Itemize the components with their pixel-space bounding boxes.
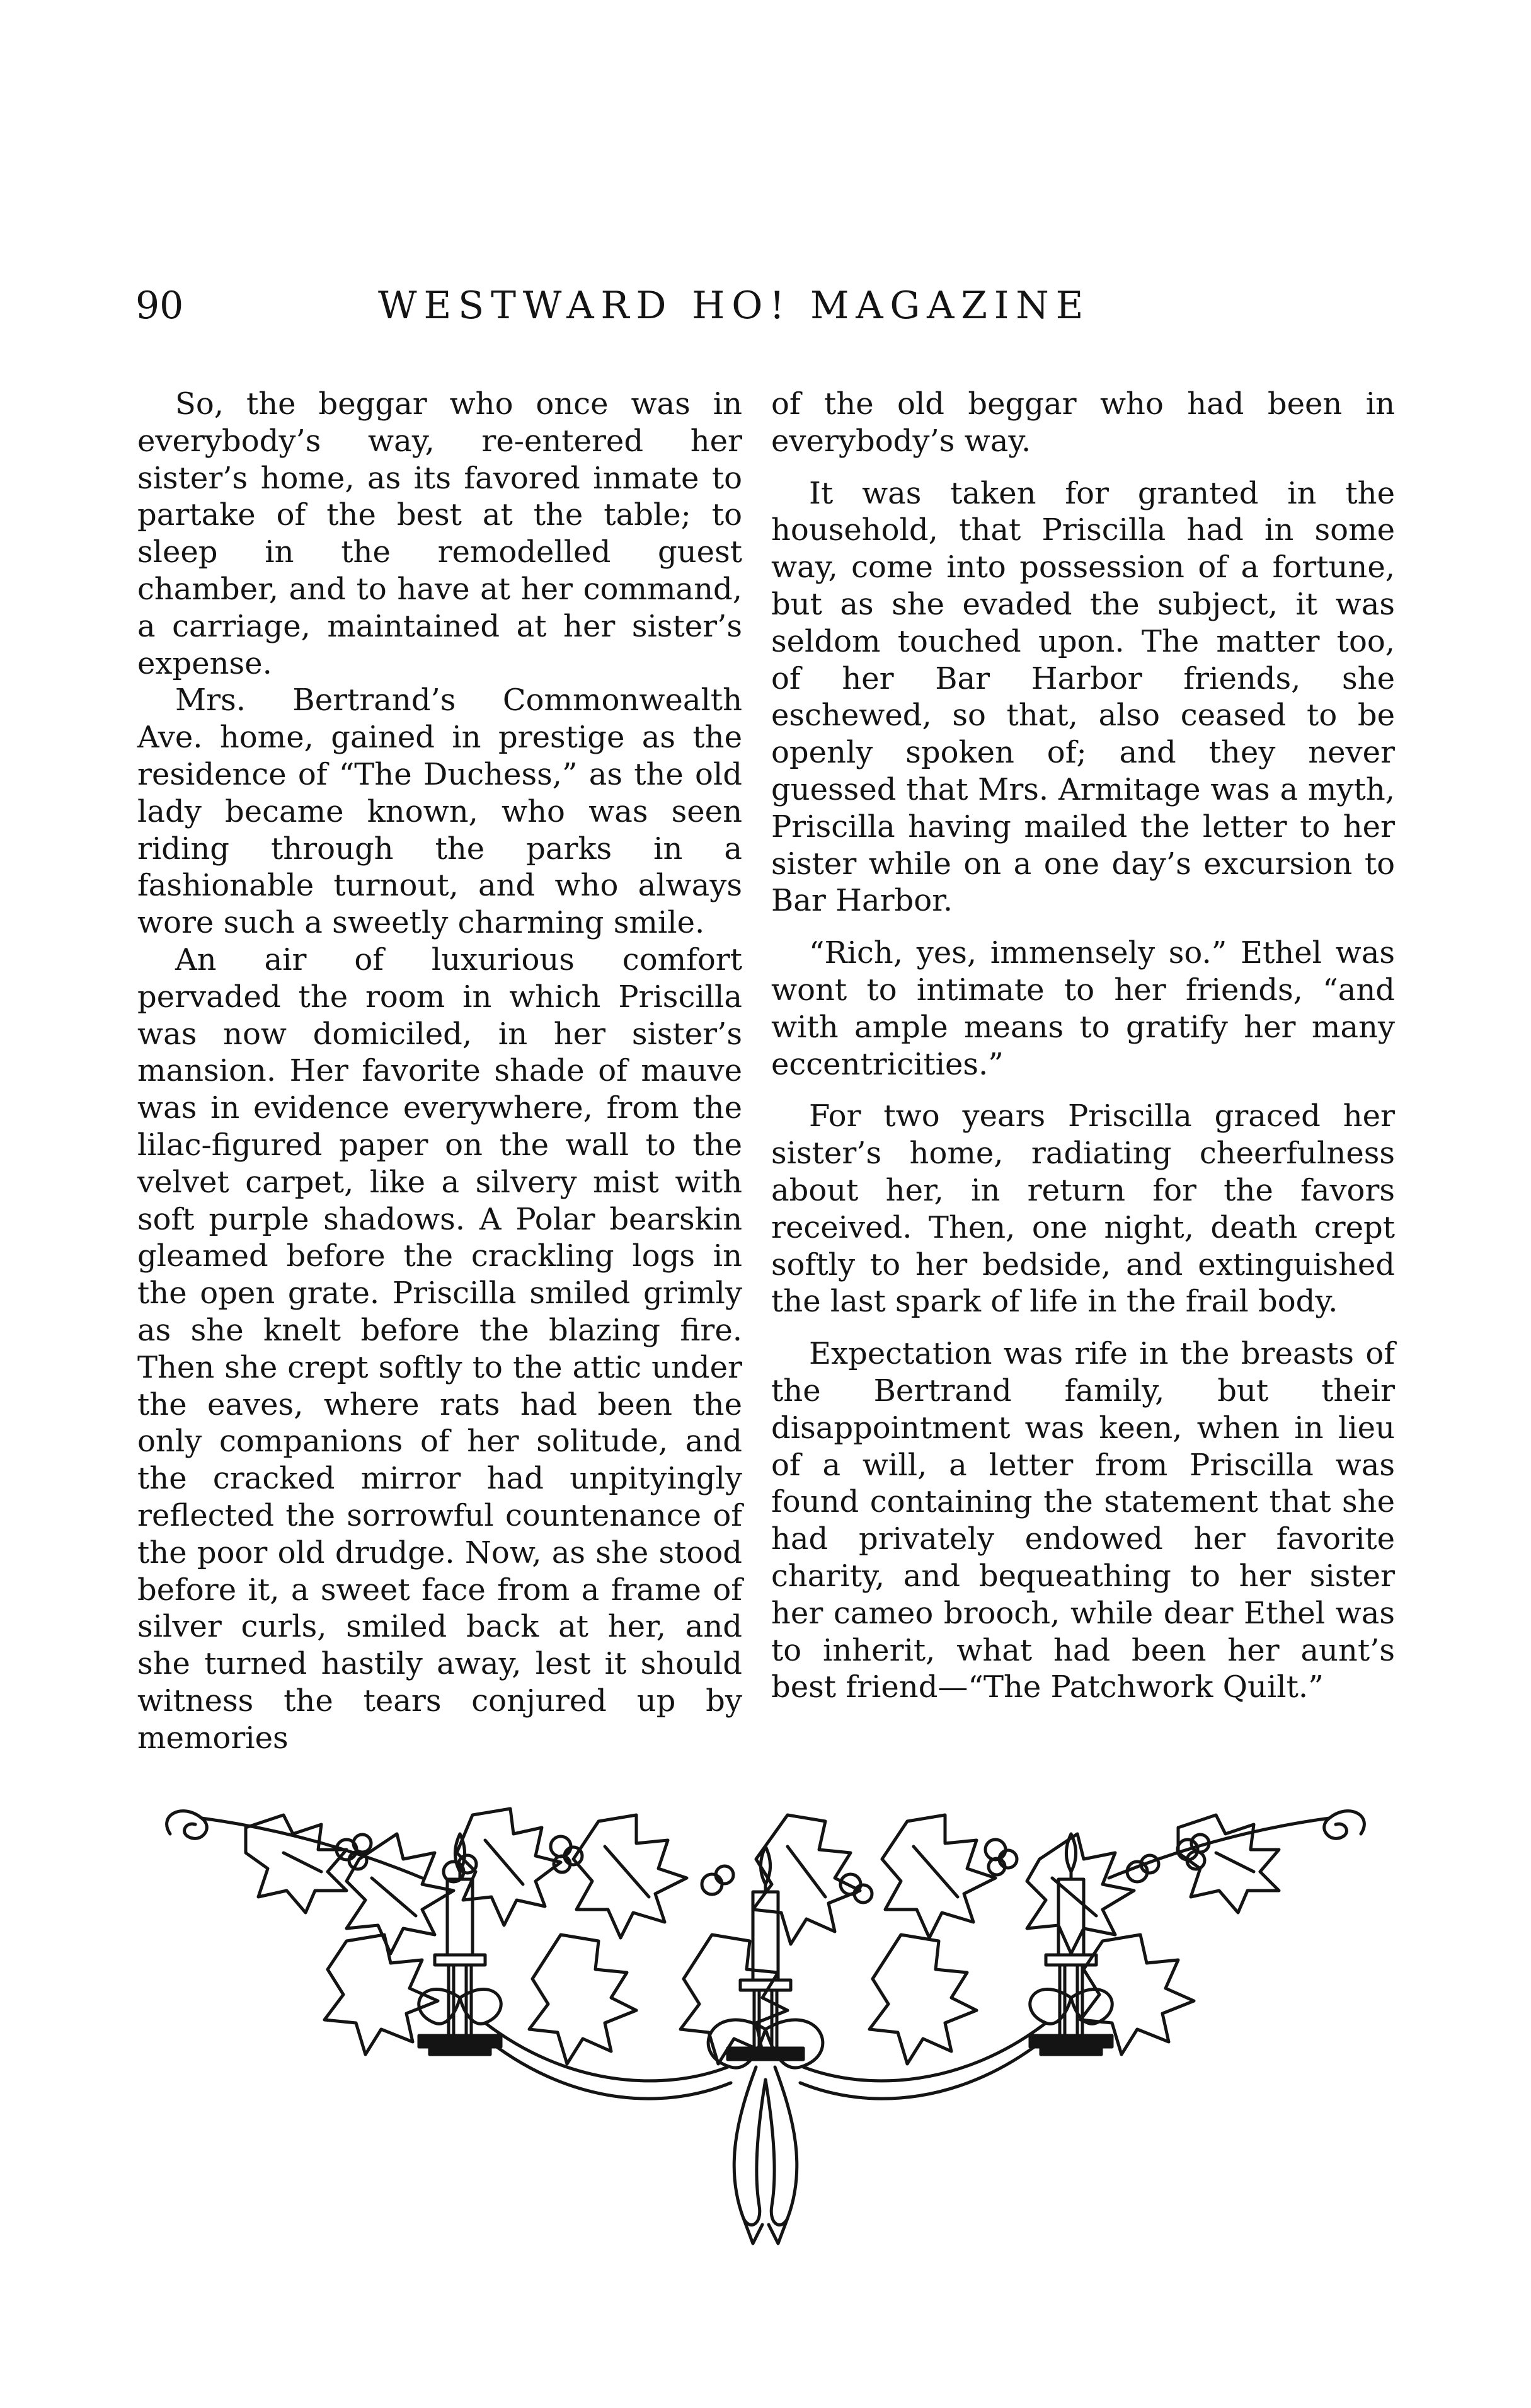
page-number: 90	[135, 284, 184, 328]
left-column	[137, 386, 742, 1756]
paragraph: For two years Priscilla graced her sister’s home, radiating cheerfulness about her, in return for the favors received. Then, one night, death crept softly to her bedside, and extinguished the last spark of life in the frail body.	[771, 1098, 1395, 1320]
holly-candles-ribbon-ornament-icon	[158, 1790, 1373, 2269]
paragraph-continuation: of the old beggar who had been in everybody’s way.	[771, 386, 1395, 459]
paragraph: So, the beggar who once was in everybody’s way, re-entered her sister’s home, as its favored inmate to partake of the best at the table; to sleep in the remodelled guest chamber, and to have at her command, a carriage, maintained at her sister’s expense.	[137, 386, 742, 681]
running-title: WESTWARD HO! MAGAZINE	[378, 284, 1091, 328]
holly-leaves-icon	[246, 1809, 1279, 2064]
paragraph: Mrs. Bertrand’s Commonwealth Ave. home, gained in prestige as the residence of “The Duchess,” as the old lady became known, who was seen riding through the parks in a fashionable turnout, and who always wore such a sweetly charming smile.	[137, 683, 742, 941]
paragraph: An air of luxurious comfort pervaded the room in which Priscilla was now domiciled, in her sister’s mansion. Her favorite shade of mauve was in evidence everywhere, from the lilac-figured paper on the wall to the velvet carpet, like a silvery mist with soft purple shadows. A Polar bearskin gleamed before the crackling logs in the open grate. Priscilla smiled grimly as she knelt before the blazing fire. Then she crept softly to the attic under the eaves, where rats had been the only companions of her solitude, and the cracked mirror had unpityingly reflected the sorrowful countenance of the poor old drudge. Now, as she stood before it, a sweet face from a frame of silver curls, smiled back at her, and she turned hastily away, lest it should witness the tears conjured up by memories	[137, 942, 742, 1756]
paragraph: “Rich, yes, immensely so.” Ethel was wont to intimate to her friends, “and with ample means to gratify her many eccentricities.”	[771, 935, 1395, 1082]
right-column	[771, 386, 1395, 1721]
paragraph: It was taken for granted in the household, that Priscilla had in some way, come into possession of a fortune, but as she evaded the subject, it was seldom touched upon. The matter too, of her Bar Harbor friends, she eschewed, so that, also ceased to be openly spoken of; and they never guessed that Mrs. Armitage was a myth, Priscilla having mailed the letter to her sister while on a one day’s excursion to Bar Harbor.	[771, 475, 1395, 919]
paragraph: Expectation was rife in the breasts of the Bertrand family, but their disappointment was keen, when in lieu of a will, a letter from Priscilla was found containing the statement that she had privately endowed her favorite charity, and bequeathing to her sister her cameo brooch, while dear Ethel was to inherit, what had been her aunt’s best friend—“The Patchwork Quilt.”	[771, 1336, 1395, 1705]
